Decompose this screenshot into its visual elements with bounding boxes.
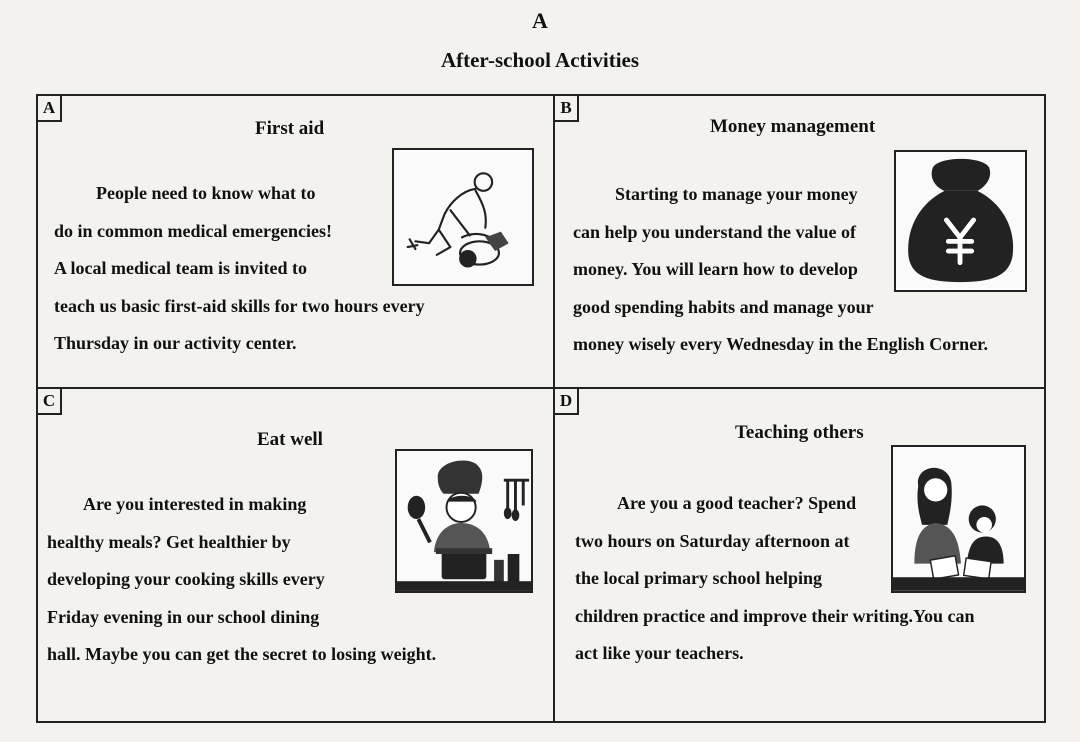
activity-card-teaching-others (555, 389, 1044, 721)
card-title-teaching-others: Teaching others (735, 422, 864, 443)
card-label-d: D (555, 389, 579, 415)
card-title-eat-well: Eat well (257, 429, 323, 450)
body-line: developing your cooking skills every (47, 569, 325, 589)
page-title: After-school Activities (440, 48, 640, 72)
body-line: money wisely every Wednesday in the English Corner. (573, 334, 989, 354)
card-label-c: C (38, 389, 62, 415)
body-line: act like your teachers. (575, 643, 744, 663)
body-line: children practice and improve their writing.You can (575, 605, 975, 626)
body-line: Are you a good teacher? Spend (617, 493, 857, 513)
body-line: A local medical team is invited to (54, 258, 307, 278)
card-title-money-management: Money management (710, 116, 876, 137)
body-line: healthy meals? Get healthier by (47, 531, 291, 552)
body-line: Friday evening in our school dining (47, 606, 320, 627)
body-line: two hours on Saturday afternoon at (575, 530, 850, 551)
activity-card-money-management (555, 96, 1044, 387)
body-line: Thursday in our activity center. (54, 333, 297, 353)
activities-table (36, 94, 1046, 723)
section-letter: A (532, 8, 548, 33)
card-label-a: A (38, 96, 62, 122)
body-line: the local primary school helping (575, 568, 822, 588)
body-line: People need to know what to (96, 183, 316, 203)
card-body-eat-well (47, 486, 436, 674)
card-title-first-aid: First aid (255, 118, 325, 139)
card-body-first-aid (54, 175, 425, 363)
activity-card-first-aid (38, 96, 553, 387)
body-line: hall. Maybe you can get the secret to losing weight. (47, 644, 437, 664)
body-line: can help you understand the value of (573, 221, 857, 242)
body-line: teach us basic first-aid skills for two hours every (54, 295, 425, 316)
activity-card-eat-well (38, 389, 553, 721)
card-body-money-management (573, 176, 988, 364)
body-line: Are you interested in making (83, 494, 307, 514)
card-label-b: B (555, 96, 579, 122)
body-line: money. You will learn how to develop (573, 259, 858, 279)
body-line: Starting to manage your money (615, 184, 858, 204)
card-body-teaching-others (575, 485, 975, 673)
body-line: do in common medical emergencies! (54, 220, 332, 241)
body-line: good spending habits and manage your (573, 296, 874, 317)
